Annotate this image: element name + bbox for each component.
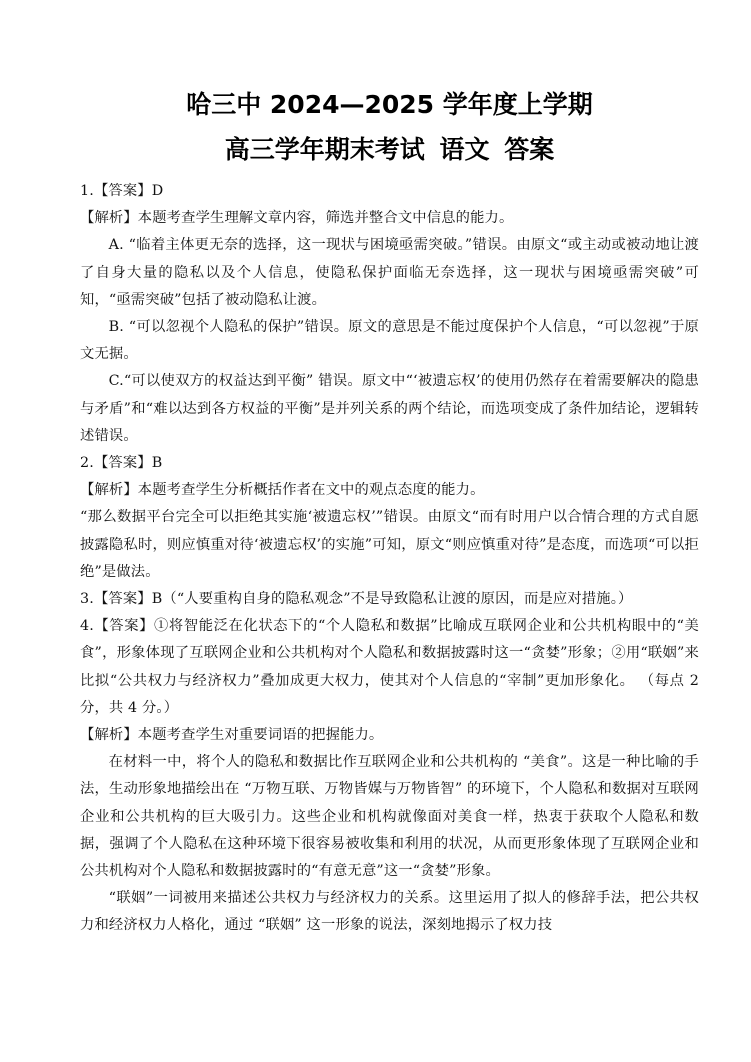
title-subject: 语文 (439, 135, 490, 164)
analysis-1-option-b: B. “可以忽视个人隐私的保护”错误。原文的意思是不能过度保护个人信息，“可以忽视”于原文无据。 (80, 319, 699, 363)
document-title-line2 (80, 130, 699, 170)
answer-2-heading: 2.【答案】B (80, 455, 163, 472)
answer-1-heading: 1.【答案】D (80, 183, 164, 199)
analysis-4-paragraph-2: “联姻”一词被用来描述公共权力与经济权力的关系。这里运用了拟人的修辞手法，把公共权力和经济权力人格化，通过 “联姻” 这一形象的说法，深刻地揭示了权力技 (80, 890, 699, 934)
answer-3: 3.【答案】B（“人要重构自身的隐私观念”不是导致隐私让渡的原因，而是应对措施。） (80, 591, 633, 608)
analysis-1: 【解析】本题考查学生理解文章内容，筛选并整合文中信息的能力。 (80, 210, 514, 227)
answer-4: 4.【答案】①将智能泛在化状态下的“个人隐私和数据”比喻成互联网企业和公共机构眼中的“美食”，形象体现了互联网企业和公共机构对个人隐私和数据披露时这一“贪婪”形象；②用“联姻”来比拟“公共权力与经济权力”叠加成更大权力，使其对个人信息的“宰制”更加形象化。 （每点 2 分，共 4 分。） (80, 618, 699, 716)
title-prefix: 高三学年期末考试 (224, 135, 425, 164)
title-suffix: 答案 (504, 135, 555, 164)
analysis-4-paragraph-1: 在材料一中，将个人的隐私和数据比作互联网企业和公共机构的 “美食”。这是一种比喻的手法，生动形象地描绘出在 “万物互联、万物皆媒与万物皆智” 的环境下，个人隐私和数据对互联网企业和公共机构的巨大吸引力。这些企业和机构就像面对美食一样，热衷于获取个人隐私和数据，强调了个人隐私在这种环境下很容易被收集和利用的状况，从而更形象体现了互联网企业和公共机构对个人隐私和数据披露时的“有意无意”这一“贪婪”形象。 (80, 754, 699, 880)
document-title-line1: 哈三中 2024—2025 学年度上学期 (186, 90, 593, 119)
analysis-1-option-a: A. “临着主体更无奈的选择，这一现状与困境亟需突破。”错误。由原文“或主动或被动地让渡了自身大量的隐私以及个人信息，使隐私保护面临无奈选择，这一现状与困境亟需突破”可知，“亟需突破”包括了被动隐私让渡。 (80, 237, 699, 308)
analysis-4: 【解析】本题考查学生对重要词语的把握能力。 (80, 727, 384, 744)
analysis-2-detail: “那么数据平台完全可以拒绝其实施‘被遗忘权’”错误。由原文“而有时用户以合情合理的方式自愿披露隐私时，则应慎重对待‘被遗忘权’的实施”可知，原文“则应慎重对待”是态度，而选项“可以拒绝”是做法。 (80, 509, 699, 580)
analysis-2: 【解析】本题考查学生分析概括作者在文中的观点态度的能力。 (80, 482, 485, 499)
analysis-1-option-c: C.“可以使双方的权益达到平衡” 错误。原文中“‘被遗忘权’的使用仍然存在着需要解决的隐患与矛盾”和“难以达到各方权益的平衡”是并列关系的两个结论，而选项变成了条件加结论，逻辑转述错误。 (80, 373, 699, 444)
